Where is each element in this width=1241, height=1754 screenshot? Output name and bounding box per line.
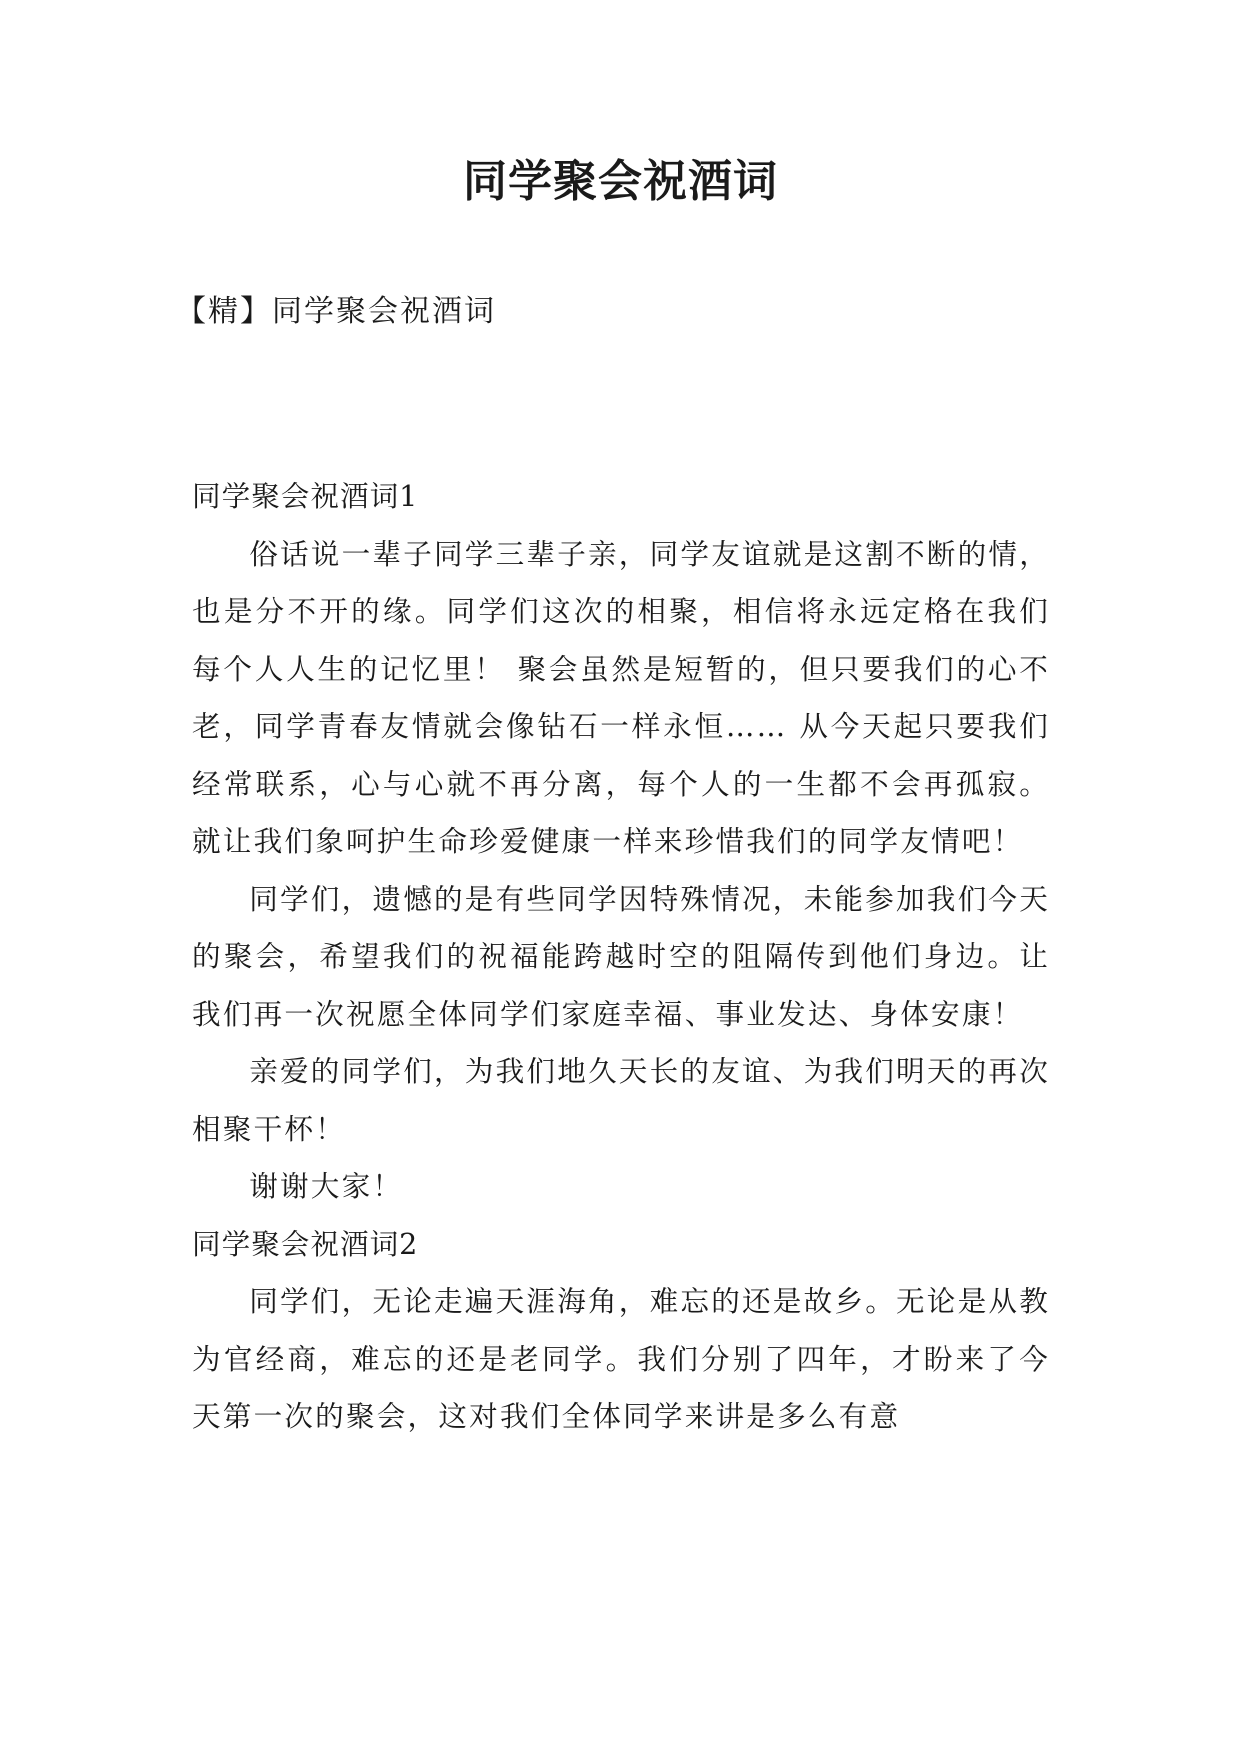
paragraph: 谢谢大家！ <box>249 1169 404 1203</box>
paragraph: 同学们，无论走遍天涯海角，难忘的还是故乡。无论是从教为官经商，难忘的还是老同学。我们分别了四年，才盼来了今天第一次的聚会，这对我们全体同学来讲是多么有意 <box>192 1284 1050 1433</box>
paragraph: 俗话说一辈子同学三辈子亲，同学友谊就是这割不断的情，也是分不开的缘。同学们这次的相聚，相信将永远定格在我们每个人人生的记忆里！ 聚会虽然是短暂的，但只要我们的心不老，同学青春友情就会像钻石一样永恒…… 从今天起只要我们经常联系，心与心就不再分离，每个人的一生都不会再孤寂。就让我们象呵护生命珍爱健康一样来珍惜我们的同学友情吧！ <box>192 536 1050 858</box>
document-subtitle: 【精】同学聚会祝酒词 <box>176 294 496 329</box>
section-heading-1: 同学聚会祝酒词1 <box>192 479 419 513</box>
paragraph: 亲爱的同学们，为我们地久天长的友谊、为我们明天的再次相聚干杯！ <box>192 1054 1050 1146</box>
page-title: 同学聚会祝酒词 <box>463 156 778 207</box>
document-body <box>192 468 1050 1446</box>
section-heading-2: 同学聚会祝酒词2 <box>192 1226 419 1261</box>
paragraph: 同学们，遗憾的是有些同学因特殊情况，未能参加我们今天的聚会，希望我们的祝福能跨越时空的阻隔传到他们身边。让我们再一次祝愿全体同学们家庭幸福、事业发达、身体安康！ <box>192 881 1050 1031</box>
